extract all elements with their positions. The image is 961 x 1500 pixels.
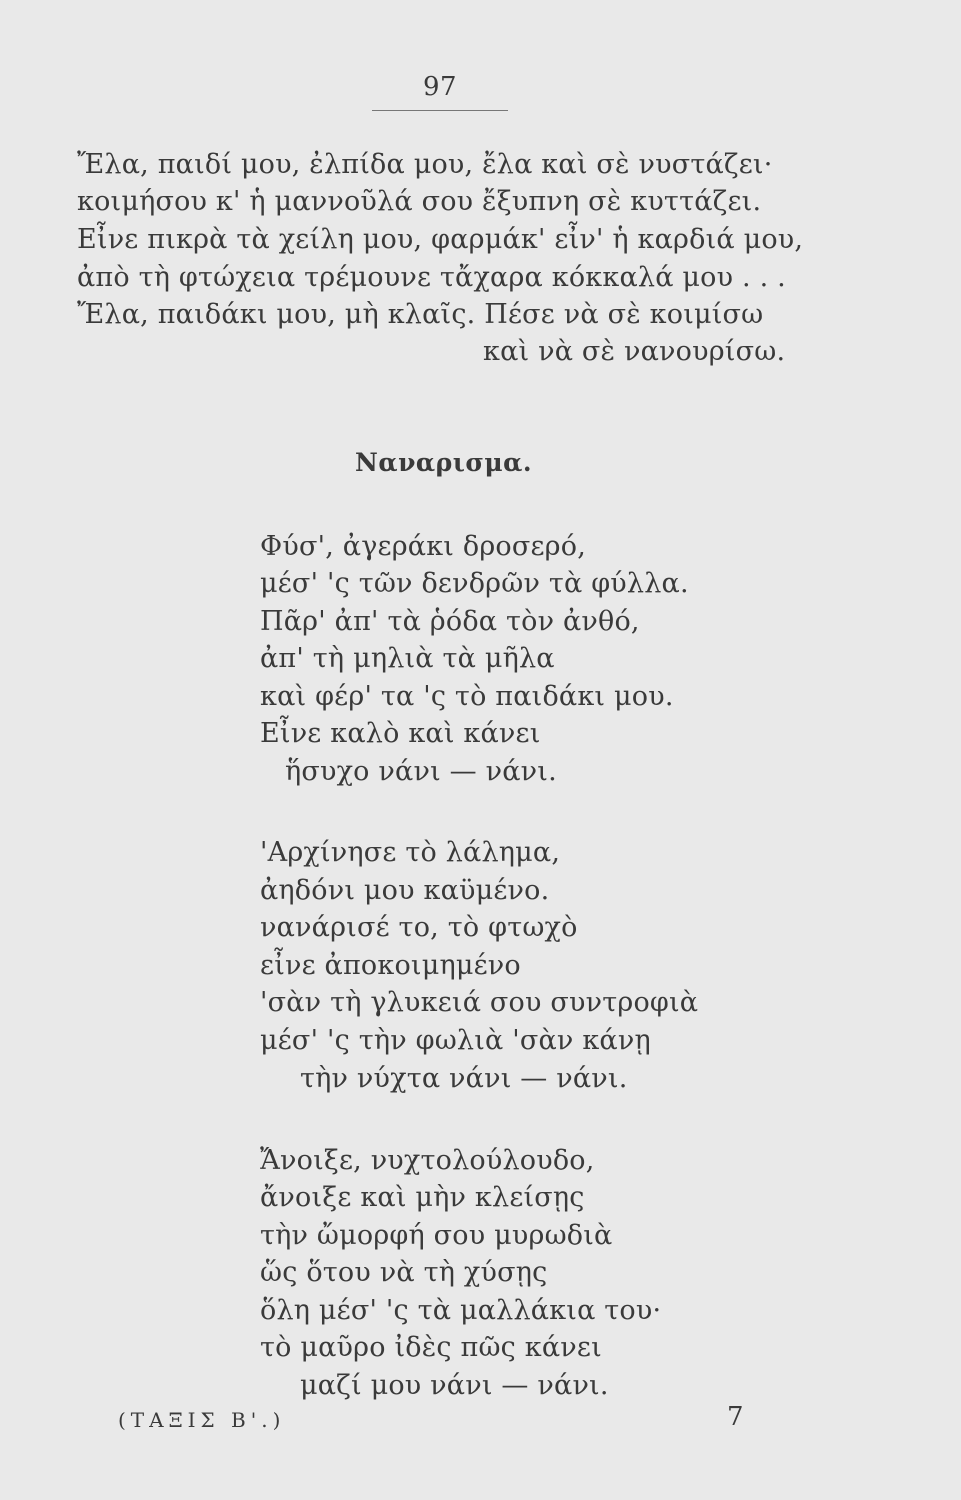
stanza1-line-6: Εἶνε καλὸ καὶ κάνει <box>260 718 541 749</box>
page-number: 97 <box>422 72 458 102</box>
stanza3-line-1: Ἄνοιξε, νυχτολούλουδο, <box>260 1145 595 1176</box>
stanza1-line-3: Πᾶρ' ἀπ' τὰ ῥόδα τὸν ἀνθό, <box>260 606 640 637</box>
stanza3-line-4: ὥς ὅτου νὰ τὴ χύσῃς <box>260 1257 548 1288</box>
stanza2-line-2: ἀηδόνι μου καϋμένο. <box>260 875 550 906</box>
poem-line-6: καὶ νὰ σὲ νανουρίσω. <box>483 336 786 367</box>
stanza2-line-5: 'σὰν τὴ γλυκειά σου συντροφιὰ <box>260 987 699 1018</box>
stanza1-line-7: ἥσυχο νάνι — νάνι. <box>285 756 557 787</box>
poem-line-4: ἀπὸ τὴ φτώχεια τρέμουνε τἄχαρα κόκκαλά μου . . . <box>77 262 786 293</box>
stanza1-line-2: μέσ' 'ς τῶν δενδρῶν τὰ φύλλα. <box>260 568 689 599</box>
stanza3-line-5: ὅλη μέσ' 'ς τὰ μαλλάκια του· <box>260 1295 662 1326</box>
stanza2-line-7: τὴν νύχτα νάνι — νάνι. <box>300 1063 628 1094</box>
stanza2-line-6: μέσ' 'ς τὴν φωλιὰ 'σὰν κάνῃ <box>260 1025 651 1056</box>
header-rule <box>372 110 508 111</box>
poem-line-2: κοιμήσου κ' ἡ μαννοῦλά σου ἔξυπνη σὲ κυττάζει. <box>77 186 762 217</box>
stanza3-line-6: τὸ μαῦρο ἰδὲς πῶς κάνει <box>260 1332 602 1363</box>
stanza3-line-7: μαζί μου νάνι — νάνι. <box>300 1370 609 1401</box>
stanza3-line-2: ἄνοιξε καὶ μὴν κλείσῃς <box>260 1182 585 1213</box>
footer-signature: (ΤΑΞΙΣ Β'.) <box>118 1408 286 1432</box>
stanza1-line-1: Φύσ', ἀγεράκι δροσερό, <box>260 531 586 562</box>
poem-line-3: Εἶνε πικρὰ τὰ χείλη μου, φαρμάκ' εἶν' ἡ καρδιά μου, <box>77 224 804 255</box>
stanza1-line-5: καὶ φέρ' τα 'ς τὸ παιδάκι μου. <box>260 681 674 712</box>
stanza2-line-3: νανάρισέ το, τὸ φτωχὸ <box>260 912 578 943</box>
poem-line-5: Ἔλα, παιδάκι μου, μὴ κλαῖς. Πέσε νὰ σὲ κοιμίσω <box>77 299 764 330</box>
stanza3-line-3: τὴν ὤμορφή σου μυρωδιὰ <box>260 1220 613 1251</box>
stanza1-line-4: ἀπ' τὴ μηλιὰ τὰ μῆλα <box>260 643 555 674</box>
stanza2-line-1: 'Αρχίνησε τὸ λάλημα, <box>260 837 561 868</box>
poem-title: Ναναρισμα. <box>355 448 533 477</box>
stanza2-line-4: εἶνε ἀποκοιμημένο <box>260 950 521 981</box>
footer-sheet-number: 7 <box>727 1402 744 1432</box>
poem-line-1: Ἔλα, παιδί μου, ἐλπίδα μου, ἔλα καὶ σὲ νυστάζει· <box>77 149 773 180</box>
